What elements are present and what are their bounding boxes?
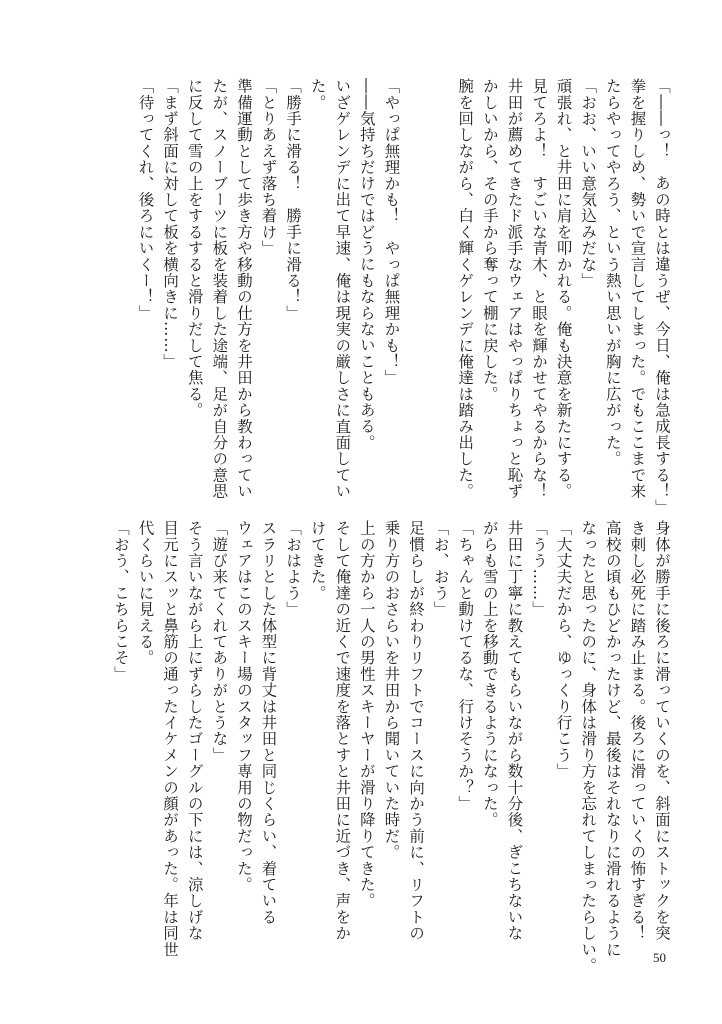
text-line: 「まず斜面に対して板を横向きに……」 (161, 78, 180, 370)
text-line: ――気持ちだけではどうにもならないこともある。 (357, 78, 376, 451)
text-line: 「勝手に滑る！ 勝手に滑る！」 (284, 78, 303, 321)
text-line: なったと思ったのに、身体は滑り方を忘れてしまったらしい。 (579, 520, 598, 974)
text-line: 拳を握りしめ、勢いで宣言してしまった。でもここまで来 (628, 78, 647, 500)
text-line: たらやってやろう、という熱い思いが胸に広がった。 (603, 78, 622, 467)
text-line: そう言いながら上にずらしたゴーグルの下には、涼しげな (185, 520, 204, 942)
page-number: 50 (653, 950, 666, 965)
text-line: 見てろよ！ すごいな青木、と眼を輝かせてやるからな！ (530, 78, 549, 500)
text-line: 腕を回しながら、白く輝くゲレンデに俺達は踏み出した。 (456, 78, 475, 500)
text-line: き刺し必死に踏み止まる。後ろに滑っていくの怖すぎる！ (628, 520, 647, 942)
text-line (428, 78, 453, 508)
text-line: 「待ってくれ、後ろにいくー！」 (136, 78, 155, 321)
text-line: 「うう……」 (530, 520, 549, 618)
text-line: たが、スノーブーツに板を装着した途端、足が自分の意思 (210, 78, 229, 500)
text-line: 「おお、いい意気込みだな」 (579, 78, 598, 289)
text-line: がらも雪の上を移動できるようになった。 (480, 520, 499, 828)
text-line: 「遊び来てくれてありがとうな」 (210, 520, 229, 763)
text-line: 「お、おう」 (431, 520, 450, 618)
text-line: スラリとした体型に背丈は井田と同じくらい、着ている (259, 520, 278, 925)
text-line: 乗り方のおさらいを井田から聞いていた時だ。 (382, 520, 401, 861)
text-line: 井田に丁寧に教えてもらいながら数十分後、ぎこちないな (505, 520, 524, 942)
text-line: た。 (308, 78, 327, 111)
text-line: 井田が薦めてきたド派手なウェアはやっぱりちょっと恥ず (505, 78, 524, 500)
text-line: かしいから、その手から奪って棚に戻した。 (480, 78, 499, 402)
text-line (403, 78, 428, 508)
text-line: 上の方から一人の男性スキーヤーが滑り降りてきた。 (357, 520, 376, 909)
text-line: 「ちゃんと動けてるな、行けそうか？」 (456, 520, 475, 812)
text-line: ウェアはこのスキー場のスタッフ専用の物だった。 (234, 520, 253, 893)
text-line: けてきた。 (308, 520, 327, 601)
text-line: いざゲレンデに出て早速、俺は現実の厳しさに直面してい (333, 78, 352, 500)
text-line: そして俺達の近くで速度を落とすと井田に近づき、声をか (333, 520, 352, 942)
top-text-block (114, 78, 674, 516)
text-line: 代くらいに見える。 (136, 520, 155, 666)
text-line: 「大丈夫だから、ゆっくり行こう」 (554, 520, 573, 780)
text-line: 「とりあえず落ち着け」 (259, 78, 278, 257)
text-line: 「おはよう」 (284, 520, 303, 618)
text-line: 頑張れ、と井田に肩を叩かれる。俺も決意を新たにする。 (554, 78, 573, 500)
text-line: 「――っ！ あの時とは違うぜ、今日、俺は急成長する！」 (653, 78, 671, 516)
text-line: に反して雪の上をするすると滑りだして焦る。 (185, 78, 204, 419)
text-line: 準備運動として歩き方や移動の仕方を井田から教わってい (234, 78, 253, 500)
text-line: 「おう、こちらこそ」 (111, 520, 130, 682)
text-line: 目元にスッと鼻筋の通ったイケメンの顔があった。年は同世 (161, 520, 180, 958)
text-line: 身体が勝手に後ろに滑っていくのを、斜面にストックを突 (653, 520, 671, 942)
text-line: 「やっぱ無理かも！ やっぱ無理かも！」 (382, 78, 401, 386)
text-line: 高校の頃もひどかったけど、最後はそれなりに滑れるように (603, 520, 622, 958)
text-line: 足慣らしが終わりリフトでコースに向かう前に、リフトの (407, 520, 426, 942)
